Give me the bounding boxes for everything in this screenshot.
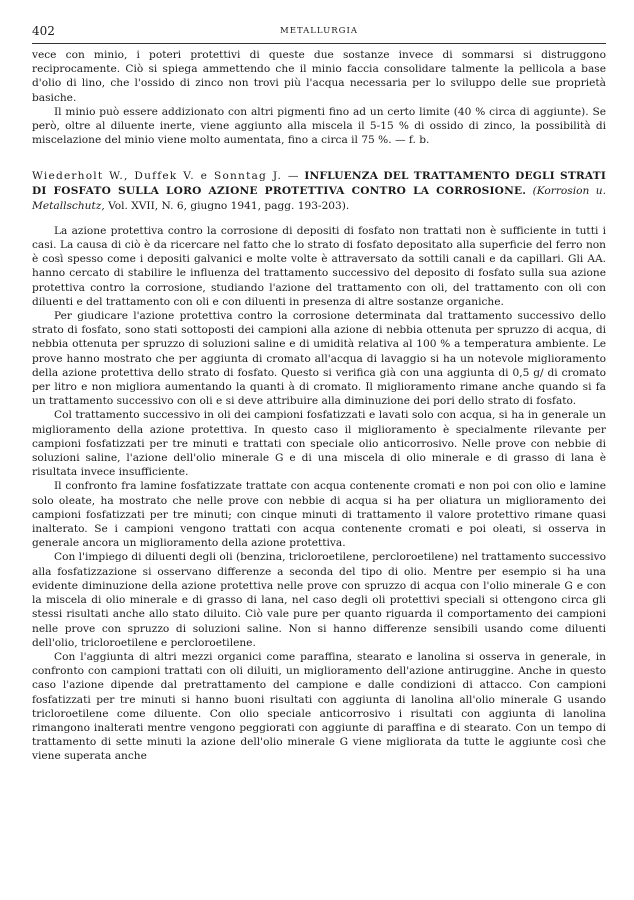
article-source-details: Vol. XVII, N. 6, giugno 1941, pagg. 193-203).	[108, 200, 350, 213]
heading-gap	[32, 214, 606, 224]
article-journal: (Korrosion u. Metallschutz,	[32, 185, 606, 213]
article-authors: Wiederholt W., Duffek V. e Sonntag J. —	[32, 170, 300, 183]
section-gap	[32, 147, 606, 169]
page-header	[32, 24, 606, 42]
body-paragraph-4: Il confronto fra lamine fosfatizzate trattate con acqua contenente cromati e non poi con olio e lamine solo oleate, ha mostrato che nelle prove con nebbie di acqua si ha per oliatura un miglioramento dei campioni fosfatizzati per tre minuti; con cinque minuti di trattamento il valore protettivo rimane quasi inalterato. Se i campioni vengono trattati con acqua contenente cromati e poi oleati, si osserva in generale ancora un miglioramento della azione protettiva.	[32, 480, 606, 550]
page-content	[32, 48, 606, 764]
intro-paragraph-1: vece con minio, i poteri protettivi di queste due sostanze invece di sommarsi si distruggono reciprocamente. Ciò si spiega ammettendo che il minio faccia consolidare talmente la pellicola a base d'olio di lino, che l'ossido di zinco non trovi più l'acqua necessaria per lo sviluppo delle sue proprietà basiche.	[32, 49, 606, 104]
article-title: INFLUENZA DEL TRATTAMENTO DEGLI STRATI DI FOSFATO SULLA LORO AZIONE PROTETTIVA CONTRO LA CORROSIONE.	[32, 170, 607, 198]
article-heading	[32, 169, 606, 213]
body-paragraph-6: Con l'aggiunta di altri mezzi organici come paraffina, stearato e lanolina si osserva in generale, in confronto con campioni trattati con oli diluiti, un miglioramento dell'azione antiruggine. Anche in questo caso l'azione dipende dal pretrattamento del campione e dalle condizioni di attacco. Con campioni fosfatizzati per tre minuti si hanno buoni risultati con aggiunta di lanolina all'olio minerale G usando tricloroetilene come diluente. Con olio speciale anticorrosivo i risultati con aggiunta di lanolina rimangono inalterati mentre vengono peggiorati con aggiunte di paraffina e di stearato. Con un tempo di trattamento di sette minuti la azione dell'olio minerale G viene migliorata da tutte le aggiunte così che viene superata anche	[32, 650, 606, 763]
body-paragraph-2: Per giudicare l'azione protettiva contro la corrosione determinata dal trattamento successivo dello strato di fosfato, sono stati sottoposti dei campioni alla azione di nebbia ottenuta per spruzzo di acqua, di nebbia ottenuta per spruzzo di soluzioni saline e di umidità relativa al 100 % a temperatura ambiente. Le prove hanno mostrato che per aggiunta di cromato all'acqua di lavaggio si ha un notevole miglioramento della azione protettiva dello strato di fosfato. Questo si verifica già con una aggiunta di 0,5 g/ di cromato per litro e non migliora aumentando la quanti à di cromato. Il miglioramento rimane anche quando si fa un trattamento successivo con oli e si deve attribuire alla diminuzione dei pori dello strato di fosfato.	[32, 310, 606, 408]
intro-paragraph-2: Il minio può essere addizionato con altri pigmenti fino ad un certo limite (40 % circa di aggiunte). Se però, oltre al diluente inerte, viene aggiunto alla miscela il 5-15 % di ossido di zinco, la possibilità di miscelazione del minio viene molto aumentata, fino a circa il 75 %. — f. b.	[32, 105, 606, 147]
body-paragraph-3: Col trattamento successivo in oli dei campioni fosfatizzati e lavati solo con acqua, si ha in generale un miglioramento della azione protettiva. In questo caso il miglioramento è specialmente rilevante per campioni fosfatizzati per tre minuti e trattati con speciale olio anticorrosivo. Nelle prove con nebbie di soluzioni saline, l'azione dell'olio minerale G e di una miscela di olio minerale e di grasso di lana è risultata invece insufficiente.	[32, 409, 606, 479]
page-number: 402	[32, 24, 55, 38]
header-rule	[32, 43, 606, 44]
running-title: METALLURGIA	[280, 26, 358, 36]
body-paragraph-1: La azione protettiva contro la corrosione di depositi di fosfato non trattati non è sufficiente in tutti i casi. La causa di ciò è da ricercare nel fatto che lo strato di fosfato depositato alla superficie del ferro non è così spesso come i depositi galvanici e molte volte è attraversato da sottili canali e da capillari. Gli AA. hanno cercato di stabilire le influenza del trattamento successivo del deposito di fosfato sulla sua azione protettiva contro la corrosione, studiando l'azione del trattamento con oli, del trattamento con oli con diluenti e del trattamento con oli e con diluenti in presenza di altre sostanze organiche.	[32, 224, 606, 308]
body-paragraph-5: Con l'impiego di diluenti degli oli (benzina, tricloroetilene, percloroetilene) nel trattamento successivo alla fosfatizzazione si osservano differenze a seconda del tipo di olio. Mentre per esempio si ha una evidente diminuzione della azione protettiva nelle prove con spruzzo di acqua con l'olio minerale G e con la miscela di olio minerale e di grasso di lana, nel caso degli oli protettivi speciali si ottengono circa gli stessi risultati anche allo stato diluito. Ciò vale pure per quanto riguarda il comportamento dei campioni nelle prove con spruzzo di soluzioni saline. Non si hanno differenze sensibili usando come diluenti dell'olio, tricloroetilene e percloroetilene.	[32, 551, 606, 649]
